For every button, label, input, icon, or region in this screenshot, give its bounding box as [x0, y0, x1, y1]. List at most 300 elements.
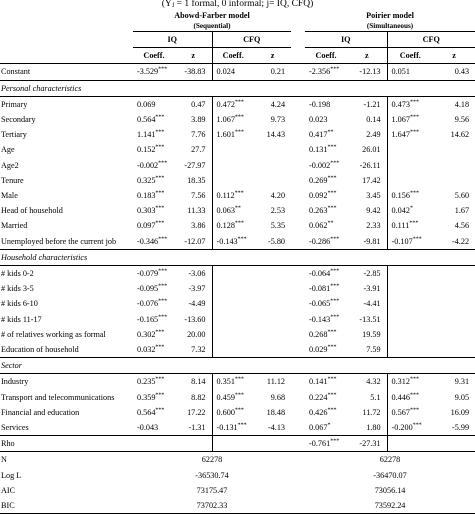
outcome-cfq-simultaneous: CFQ — [387, 32, 475, 48]
z-stat-cell — [433, 218, 475, 233]
coefficient-value: 0.024 — [216, 67, 235, 77]
coefficient-value: 0.128 — [216, 221, 235, 231]
z-stat-value: -4.13 — [267, 423, 286, 433]
model-statistic-row — [0, 483, 475, 498]
z-stat-cell — [254, 342, 291, 358]
model-statistic-row — [0, 498, 475, 514]
significance-stars: *** — [330, 438, 340, 445]
z-stat-value: 0.14 — [366, 115, 381, 125]
significance-stars: *** — [327, 376, 337, 383]
z-stat-cell — [254, 127, 291, 142]
coefficient-cell — [387, 158, 433, 173]
variable-label: Head of household — [1, 206, 63, 216]
variable-row — [0, 374, 475, 390]
z-stat-cell — [347, 327, 387, 342]
coefficient-value: 0.224 — [309, 392, 328, 402]
coefficient-value: 0.092 — [309, 191, 328, 201]
coefficient-value: -0.076 — [137, 299, 159, 309]
z-stat-cell — [347, 173, 387, 188]
coefficient-value: 0.564 — [137, 115, 156, 125]
coefficient-cell — [133, 342, 175, 358]
z-stat-cell — [175, 218, 212, 233]
section-header-row — [0, 358, 475, 374]
coefficient-value: 0.268 — [309, 329, 328, 339]
significance-stars: *** — [158, 235, 168, 242]
significance-stars: *** — [237, 422, 247, 429]
coefficient-value: -0.043 — [137, 423, 159, 433]
z-stat-value: 4.32 — [366, 377, 381, 387]
z-stat-cell — [175, 188, 212, 203]
z-stat-value: -12.13 — [359, 67, 381, 77]
coefficient-value: 0.183 — [137, 191, 156, 201]
coefficient-cell — [133, 96, 175, 112]
significance-stars: *** — [330, 235, 340, 242]
significance-stars: *** — [158, 313, 168, 320]
model-statistic-row — [0, 452, 475, 468]
coefficient-value: 0.302 — [137, 329, 156, 339]
z-stat-value: -13.60 — [184, 314, 206, 324]
col-z-label: z — [433, 48, 475, 64]
significance-stars: *** — [327, 329, 337, 336]
coefficient-cell — [387, 203, 433, 218]
z-stat-cell — [347, 142, 387, 157]
z-stat-cell — [433, 188, 475, 203]
z-stat-cell — [433, 296, 475, 311]
statistic-label: AIC — [1, 485, 16, 495]
outcome-header-row — [0, 32, 475, 48]
z-stat-value: 5.1 — [370, 392, 381, 402]
coefficient-cell — [133, 203, 175, 218]
variable-row — [0, 158, 475, 173]
z-stat-cell — [254, 218, 291, 233]
z-stat-value: 4.18 — [454, 99, 470, 109]
z-stat-value: 8.82 — [191, 392, 206, 402]
significance-stars: *** — [234, 376, 244, 383]
significance-stars: *** — [158, 268, 168, 275]
coefficient-cell — [133, 436, 175, 452]
z-stat-value: -3.91 — [363, 284, 381, 294]
significance-stars: *** — [155, 329, 165, 336]
significance-stars: *** — [158, 159, 168, 166]
significance-stars: *** — [409, 407, 419, 414]
coefficient-cell — [133, 405, 175, 420]
z-stat-value: 16.09 — [450, 407, 470, 417]
coefficient-cell — [212, 281, 254, 296]
z-stat-cell — [347, 405, 387, 420]
variable-label: Secondary — [1, 115, 36, 125]
variable-label: Constant — [1, 67, 31, 77]
z-stat-cell — [347, 112, 387, 127]
z-stat-cell — [175, 405, 212, 420]
coefficient-value: 0.062 — [309, 221, 328, 231]
z-stat-value: 7.76 — [191, 130, 206, 140]
significance-stars: *** — [330, 313, 340, 320]
outcome-iq-simultaneous: IQ — [305, 32, 387, 48]
z-stat-value: -2.85 — [363, 269, 381, 279]
coefficient-cell — [133, 296, 175, 311]
z-stat-cell — [254, 234, 291, 250]
z-stat-cell — [254, 64, 291, 80]
significance-stars: *** — [155, 220, 165, 227]
coefficient-value: 0.417 — [309, 130, 328, 140]
coefficient-cell — [387, 327, 433, 342]
variable-label: Married — [1, 221, 28, 231]
significance-stars: *** — [330, 283, 340, 290]
model-subtitle-simultaneous: (Simultaneous) — [366, 22, 414, 30]
coefficient-value: 0.269 — [309, 175, 328, 185]
z-stat-cell — [175, 158, 212, 173]
coefficient-cell — [133, 281, 175, 296]
z-stat-cell — [175, 234, 212, 250]
coefficient-cell — [387, 281, 433, 296]
coefficient-value: -0.286 — [309, 236, 331, 246]
significance-stars: *** — [330, 268, 340, 275]
z-stat-value: 7.32 — [191, 345, 206, 355]
z-stat-cell — [347, 312, 387, 327]
coefficient-cell — [305, 203, 347, 218]
significance-stars: * — [409, 205, 413, 212]
z-stat-value: 19.59 — [362, 329, 381, 339]
z-stat-cell — [433, 112, 475, 127]
coefficient-value: 1.141 — [137, 130, 156, 140]
coefficient-value: 0.325 — [137, 175, 156, 185]
coefficient-value: 0.141 — [309, 377, 328, 387]
variable-row — [0, 127, 475, 142]
coefficient-cell — [212, 342, 254, 358]
coefficient-cell — [387, 218, 433, 233]
z-stat-value: 1.80 — [366, 423, 381, 433]
z-stat-cell — [175, 281, 212, 296]
z-stat-cell — [254, 96, 291, 112]
significance-stars: *** — [234, 190, 244, 197]
statistic-value-simultaneous: 73592.24 — [305, 498, 475, 514]
z-stat-cell — [347, 96, 387, 112]
significance-stars: *** — [330, 66, 340, 73]
coefficient-cell — [387, 296, 433, 311]
col-z-label: z — [347, 48, 387, 64]
column-label-row — [0, 48, 475, 64]
coefficient-value: -0.143 — [309, 314, 331, 324]
coefficient-cell — [133, 390, 175, 405]
coefficient-cell — [133, 188, 175, 203]
significance-stars: *** — [409, 391, 419, 398]
z-stat-cell — [433, 436, 475, 452]
statistic-value-sequential: 62278 — [133, 452, 291, 468]
z-stat-value: 18.35 — [187, 175, 206, 185]
coefficient-cell — [212, 142, 254, 157]
significance-stars: *** — [155, 344, 165, 351]
variable-row — [0, 218, 475, 233]
significance-stars: *** — [234, 99, 244, 106]
coefficient-value: -0.002 — [309, 160, 331, 170]
coefficient-cell — [387, 173, 433, 188]
coefficient-cell — [212, 312, 254, 327]
coefficient-cell — [212, 266, 254, 282]
z-stat-cell — [254, 188, 291, 203]
significance-stars: *** — [327, 391, 337, 398]
coefficient-value: 0.111 — [391, 221, 410, 231]
variable-row — [0, 420, 475, 436]
coefficient-value: 0.600 — [216, 407, 235, 417]
regression-table — [0, 10, 475, 514]
coefficient-cell — [212, 436, 254, 452]
variable-label: Tertiary — [1, 130, 27, 140]
z-stat-value: 0.43 — [454, 67, 470, 77]
z-stat-value: 17.42 — [362, 175, 381, 185]
z-stat-cell — [254, 390, 291, 405]
statistic-label: N — [0, 452, 133, 468]
z-stat-value: 7.59 — [366, 345, 381, 355]
variable-label: Industry — [1, 377, 29, 387]
coefficient-value: 0.152 — [137, 145, 156, 155]
z-stat-value: 8.14 — [191, 377, 206, 387]
variable-label: # kids 0-2 — [1, 269, 34, 279]
z-stat-cell — [175, 203, 212, 218]
z-stat-cell — [254, 405, 291, 420]
coefficient-cell — [305, 96, 347, 112]
z-stat-value: -3.06 — [188, 269, 206, 279]
z-stat-value: 18.48 — [266, 407, 286, 417]
z-stat-value: 9.42 — [366, 206, 381, 216]
significance-stars: *** — [158, 66, 168, 73]
significance-stars: *** — [155, 205, 165, 212]
significance-stars: *** — [158, 298, 168, 305]
significance-stars: *** — [155, 391, 165, 398]
coefficient-value: -0.095 — [137, 284, 159, 294]
significance-stars: *** — [234, 129, 244, 136]
variable-row — [0, 142, 475, 157]
statistic-value-simultaneous: 62278 — [305, 452, 475, 468]
coefficient-cell — [212, 96, 254, 112]
coefficient-cell — [212, 327, 254, 342]
z-stat-value: 9.31 — [454, 377, 470, 387]
z-stat-cell — [254, 327, 291, 342]
coefficient-value: 0.235 — [137, 377, 156, 387]
significance-stars: ** — [234, 205, 241, 212]
z-stat-value: 0.21 — [270, 67, 286, 77]
z-stat-value: 27.7 — [191, 145, 206, 155]
variable-label: Primary — [1, 99, 28, 109]
z-stat-cell — [433, 327, 475, 342]
section-header-row — [0, 249, 475, 265]
z-stat-value: 2.53 — [270, 206, 286, 216]
model-title-simultaneous: Poirier model — [366, 11, 414, 20]
col-z-label: z — [175, 48, 212, 64]
z-stat-value: -4.49 — [188, 299, 206, 309]
z-stat-cell — [433, 234, 475, 250]
coefficient-cell — [387, 436, 433, 452]
variable-label: # kids 3-5 — [1, 284, 34, 294]
variable-row — [0, 327, 475, 342]
significance-stars: *** — [155, 114, 165, 121]
variable-row — [0, 296, 475, 311]
significance-stars: *** — [412, 235, 422, 242]
z-stat-cell — [175, 112, 212, 127]
coefficient-cell — [212, 390, 254, 405]
coefficient-value: -0.107 — [391, 236, 413, 246]
coefficient-value: 0.564 — [137, 407, 156, 417]
z-stat-cell — [433, 420, 475, 436]
significance-stars: *** — [409, 99, 419, 106]
variable-row — [0, 188, 475, 203]
z-stat-cell — [175, 312, 212, 327]
z-stat-cell — [175, 342, 212, 358]
coefficient-cell — [212, 127, 254, 142]
coefficient-value: 0.426 — [309, 407, 328, 417]
coefficient-cell — [212, 112, 254, 127]
table-caption: (Yⱼ = 1 formal, 0 informal; j= IQ, CFQ) — [161, 0, 314, 9]
coefficient-cell — [387, 374, 433, 390]
coefficient-value: -0.065 — [309, 299, 331, 309]
coefficient-value: 0.359 — [137, 392, 156, 402]
variable-row — [0, 96, 475, 112]
coefficient-value: 0.351 — [216, 377, 235, 387]
z-stat-cell — [254, 296, 291, 311]
section-label: Sector — [0, 358, 475, 374]
z-stat-value: 4.24 — [270, 99, 286, 109]
coefficient-value: -2.356 — [309, 67, 331, 77]
significance-stars: *** — [155, 175, 165, 182]
z-stat-value: 9.56 — [454, 115, 470, 125]
coefficient-cell — [212, 234, 254, 250]
coefficient-cell — [133, 234, 175, 250]
coefficient-cell — [133, 266, 175, 282]
coefficient-value: 0.131 — [309, 145, 328, 155]
significance-stars: *** — [327, 407, 337, 414]
coefficient-value: 0.459 — [216, 392, 235, 402]
variable-row — [0, 266, 475, 282]
z-stat-cell — [175, 296, 212, 311]
model-subtitle-sequential: (Sequential) — [193, 22, 231, 30]
z-stat-value: 7.56 — [191, 191, 206, 201]
coefficient-cell — [212, 296, 254, 311]
significance-stars: ** — [327, 220, 334, 227]
significance-stars: *** — [327, 190, 337, 197]
z-stat-value: 17.22 — [187, 407, 206, 417]
significance-stars: * — [327, 422, 331, 429]
coefficient-cell — [387, 64, 433, 80]
variable-row — [0, 173, 475, 188]
statistic-value-sequential: 73175.47 — [196, 485, 228, 495]
col-coeff-label: Coeff. — [387, 48, 433, 64]
coefficient-value: 1.067 — [391, 115, 410, 125]
z-stat-cell — [254, 112, 291, 127]
z-stat-cell — [347, 266, 387, 282]
z-stat-value: 20.00 — [187, 329, 206, 339]
significance-stars: *** — [327, 344, 337, 351]
z-stat-value: -12.07 — [184, 236, 206, 246]
coefficient-value: 0.051 — [391, 67, 410, 77]
significance-stars: *** — [409, 376, 419, 383]
variable-label: Age — [1, 145, 15, 155]
coefficient-cell — [212, 218, 254, 233]
coefficient-value: -0.143 — [216, 236, 238, 246]
significance-stars: *** — [327, 144, 337, 151]
z-stat-cell — [433, 158, 475, 173]
section-label: Personal characteristics — [0, 80, 475, 96]
coefficient-cell — [133, 420, 175, 436]
coefficient-value: 0.156 — [391, 191, 410, 201]
z-stat-value: 3.45 — [366, 191, 381, 201]
z-stat-cell — [347, 234, 387, 250]
outcome-iq-sequential: IQ — [133, 32, 212, 48]
coefficient-value: -0.198 — [309, 99, 331, 109]
significance-stars: *** — [409, 114, 419, 121]
variable-label: Transport and telecommunications — [1, 392, 115, 402]
significance-stars: *** — [409, 190, 419, 197]
coefficient-value: -0.064 — [309, 269, 331, 279]
z-stat-value: 9.05 — [454, 392, 470, 402]
z-stat-cell — [347, 281, 387, 296]
variable-row — [0, 112, 475, 127]
coefficient-value: 0.567 — [391, 407, 410, 417]
coefficient-cell — [305, 173, 347, 188]
significance-stars: *** — [234, 407, 244, 414]
z-stat-cell — [347, 296, 387, 311]
z-stat-value: 3.89 — [191, 115, 206, 125]
coefficient-value: -0.200 — [391, 423, 413, 433]
coefficient-value: -3.529 — [137, 67, 159, 77]
coefficient-cell — [387, 405, 433, 420]
z-stat-cell — [175, 64, 212, 80]
z-stat-cell — [175, 436, 212, 452]
variable-row — [0, 436, 475, 452]
coefficient-cell — [212, 173, 254, 188]
coefficient-value: 0.097 — [137, 221, 156, 231]
z-stat-cell — [347, 390, 387, 405]
z-stat-value: 14.62 — [450, 130, 470, 140]
variable-row — [0, 64, 475, 80]
z-stat-cell — [254, 281, 291, 296]
z-stat-value: -9.81 — [363, 236, 381, 246]
z-stat-value: 0.47 — [191, 99, 206, 109]
z-stat-value: -26.11 — [359, 160, 381, 170]
coefficient-value: -0.165 — [137, 314, 159, 324]
z-stat-cell — [347, 203, 387, 218]
coefficient-value: 0.472 — [216, 99, 235, 109]
z-stat-cell — [175, 420, 212, 436]
variable-row — [0, 312, 475, 327]
coefficient-cell — [305, 234, 347, 250]
z-stat-value: 14.43 — [266, 130, 286, 140]
coefficient-value: -0.346 — [137, 236, 159, 246]
z-stat-cell — [433, 281, 475, 296]
coefficient-cell — [305, 188, 347, 203]
z-stat-cell — [347, 158, 387, 173]
z-stat-value: -13.51 — [359, 314, 381, 324]
coefficient-cell — [305, 436, 347, 452]
coefficient-cell — [305, 127, 347, 142]
z-stat-cell — [254, 420, 291, 436]
z-stat-cell — [254, 142, 291, 157]
col-z-label: z — [254, 48, 291, 64]
z-stat-value: -4.41 — [363, 299, 381, 309]
z-stat-cell — [175, 96, 212, 112]
z-stat-cell — [433, 127, 475, 142]
z-stat-value: -4.22 — [451, 236, 470, 246]
z-stat-value: 11.12 — [266, 377, 286, 387]
z-stat-value: 11.33 — [187, 206, 206, 216]
z-stat-cell — [254, 173, 291, 188]
coefficient-cell — [387, 234, 433, 250]
statistic-value-simultaneous: -36470.07 — [373, 470, 407, 480]
z-stat-cell — [347, 420, 387, 436]
coefficient-cell — [305, 296, 347, 311]
z-stat-cell — [254, 158, 291, 173]
statistic-value-sequential: 73702.33 — [133, 498, 291, 514]
coefficient-value: 0.446 — [391, 392, 410, 402]
coefficient-cell — [133, 374, 175, 390]
